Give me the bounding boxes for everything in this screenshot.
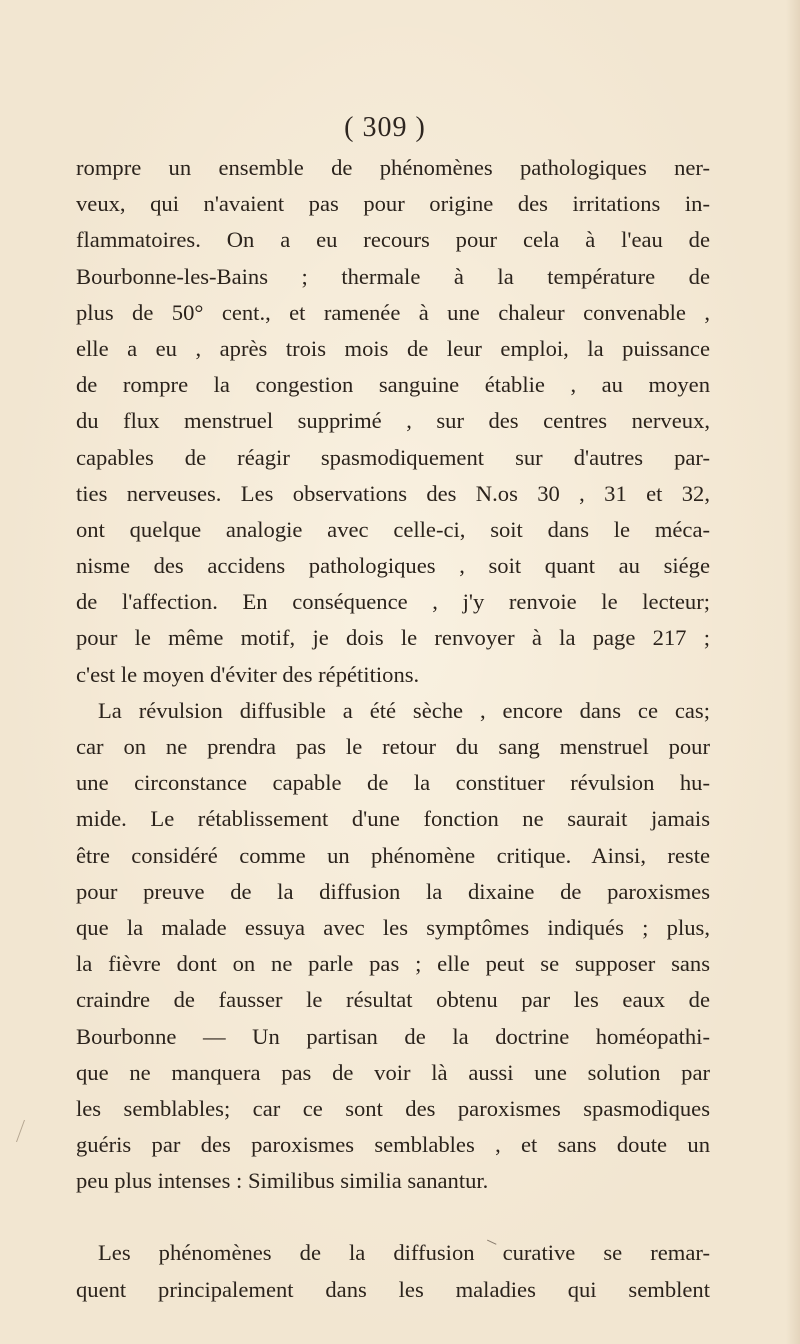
text-line: quent principalement dans les maladies qui semblent (76, 1276, 710, 1302)
text-line: la fièvre dont on ne parle pas ; elle peut se supposer sans (76, 951, 710, 977)
text-line: pour preuve de la diffusion la dixaine de paroxismes (76, 878, 710, 904)
body-text (76, 150, 710, 1308)
text-line: car on ne prendra pas le retour du sang menstruel pour (76, 734, 710, 759)
text-line: nisme des accidens pathologiques , soit quant au siége (76, 553, 710, 579)
text-line: flammatoires. On a eu recours pour cela à l'eau de (76, 227, 710, 253)
text-line: pour le même motif, je dois le renvoyer à la page 217 ; (76, 625, 710, 651)
margin-pencil-mark (16, 1120, 35, 1142)
text-line: craindre de fausser le résultat obtenu par les eaux de (76, 987, 710, 1013)
text-line: être considéré comme un phénomène critique. Ainsi, reste (76, 842, 710, 868)
text-line: c'est le moyen d'éviter des répétitions. (76, 661, 420, 687)
text-line: que ne manquera pas de voir là aussi une solution par (76, 1059, 710, 1085)
text-line: peu plus intenses : Similibus similia sanantur. (76, 1168, 489, 1194)
text-line: ont quelque analogie avec celle-ci, soit dans le méca- (76, 516, 710, 542)
text-line: Les phénomènes de la diffusion curative se remar- (98, 1240, 710, 1266)
text-line: de l'affection. En conséquence , j'y renvoie le lecteur; (76, 589, 710, 615)
text-line: plus de 50° cent., et ramenée à une chaleur convenable , (76, 299, 710, 325)
text-line: La révulsion diffusible a été sèche , encore dans ce cas; (98, 697, 710, 723)
text-line: que la malade essuya avec les symptômes indiqués ; plus, (76, 914, 710, 940)
text-line: guéris par des paroxismes semblables , et sans doute un (76, 1132, 710, 1158)
text-line: mide. Le rétablissement d'une fonction ne saurait jamais (76, 806, 710, 832)
text-line: elle a eu , après trois mois de leur emploi, la puissance (76, 335, 710, 361)
text-line: veux, qui n'avaient pas pour origine des irritations in- (76, 191, 710, 217)
text-line: une circonstance capable de la constituer révulsion hu- (76, 770, 710, 796)
paragraph-gap (76, 1199, 710, 1235)
text-line: les semblables; car ce sont des paroxismes spasmodiques (76, 1095, 710, 1121)
page-number: ( 309 ) (344, 112, 426, 143)
text-line: capables de réagir spasmodiquement sur d'autres par- (76, 444, 710, 470)
text-line: du flux menstruel supprimé , sur des centres nerveux, (76, 408, 710, 434)
text-line: de rompre la congestion sanguine établie , au moyen (76, 372, 710, 398)
text-line: Bourbonne-les-Bains ; thermale à la température de (76, 263, 710, 289)
text-line: Bourbonne — Un partisan de la doctrine homéopathi- (76, 1023, 710, 1049)
text-line: ties nerveuses. Les observations des N.os 30 , 31 et 32, (76, 480, 710, 506)
page-edge-shadow (786, 0, 800, 1344)
text-line: rompre un ensemble de phénomènes pathologiques ner- (76, 155, 710, 180)
